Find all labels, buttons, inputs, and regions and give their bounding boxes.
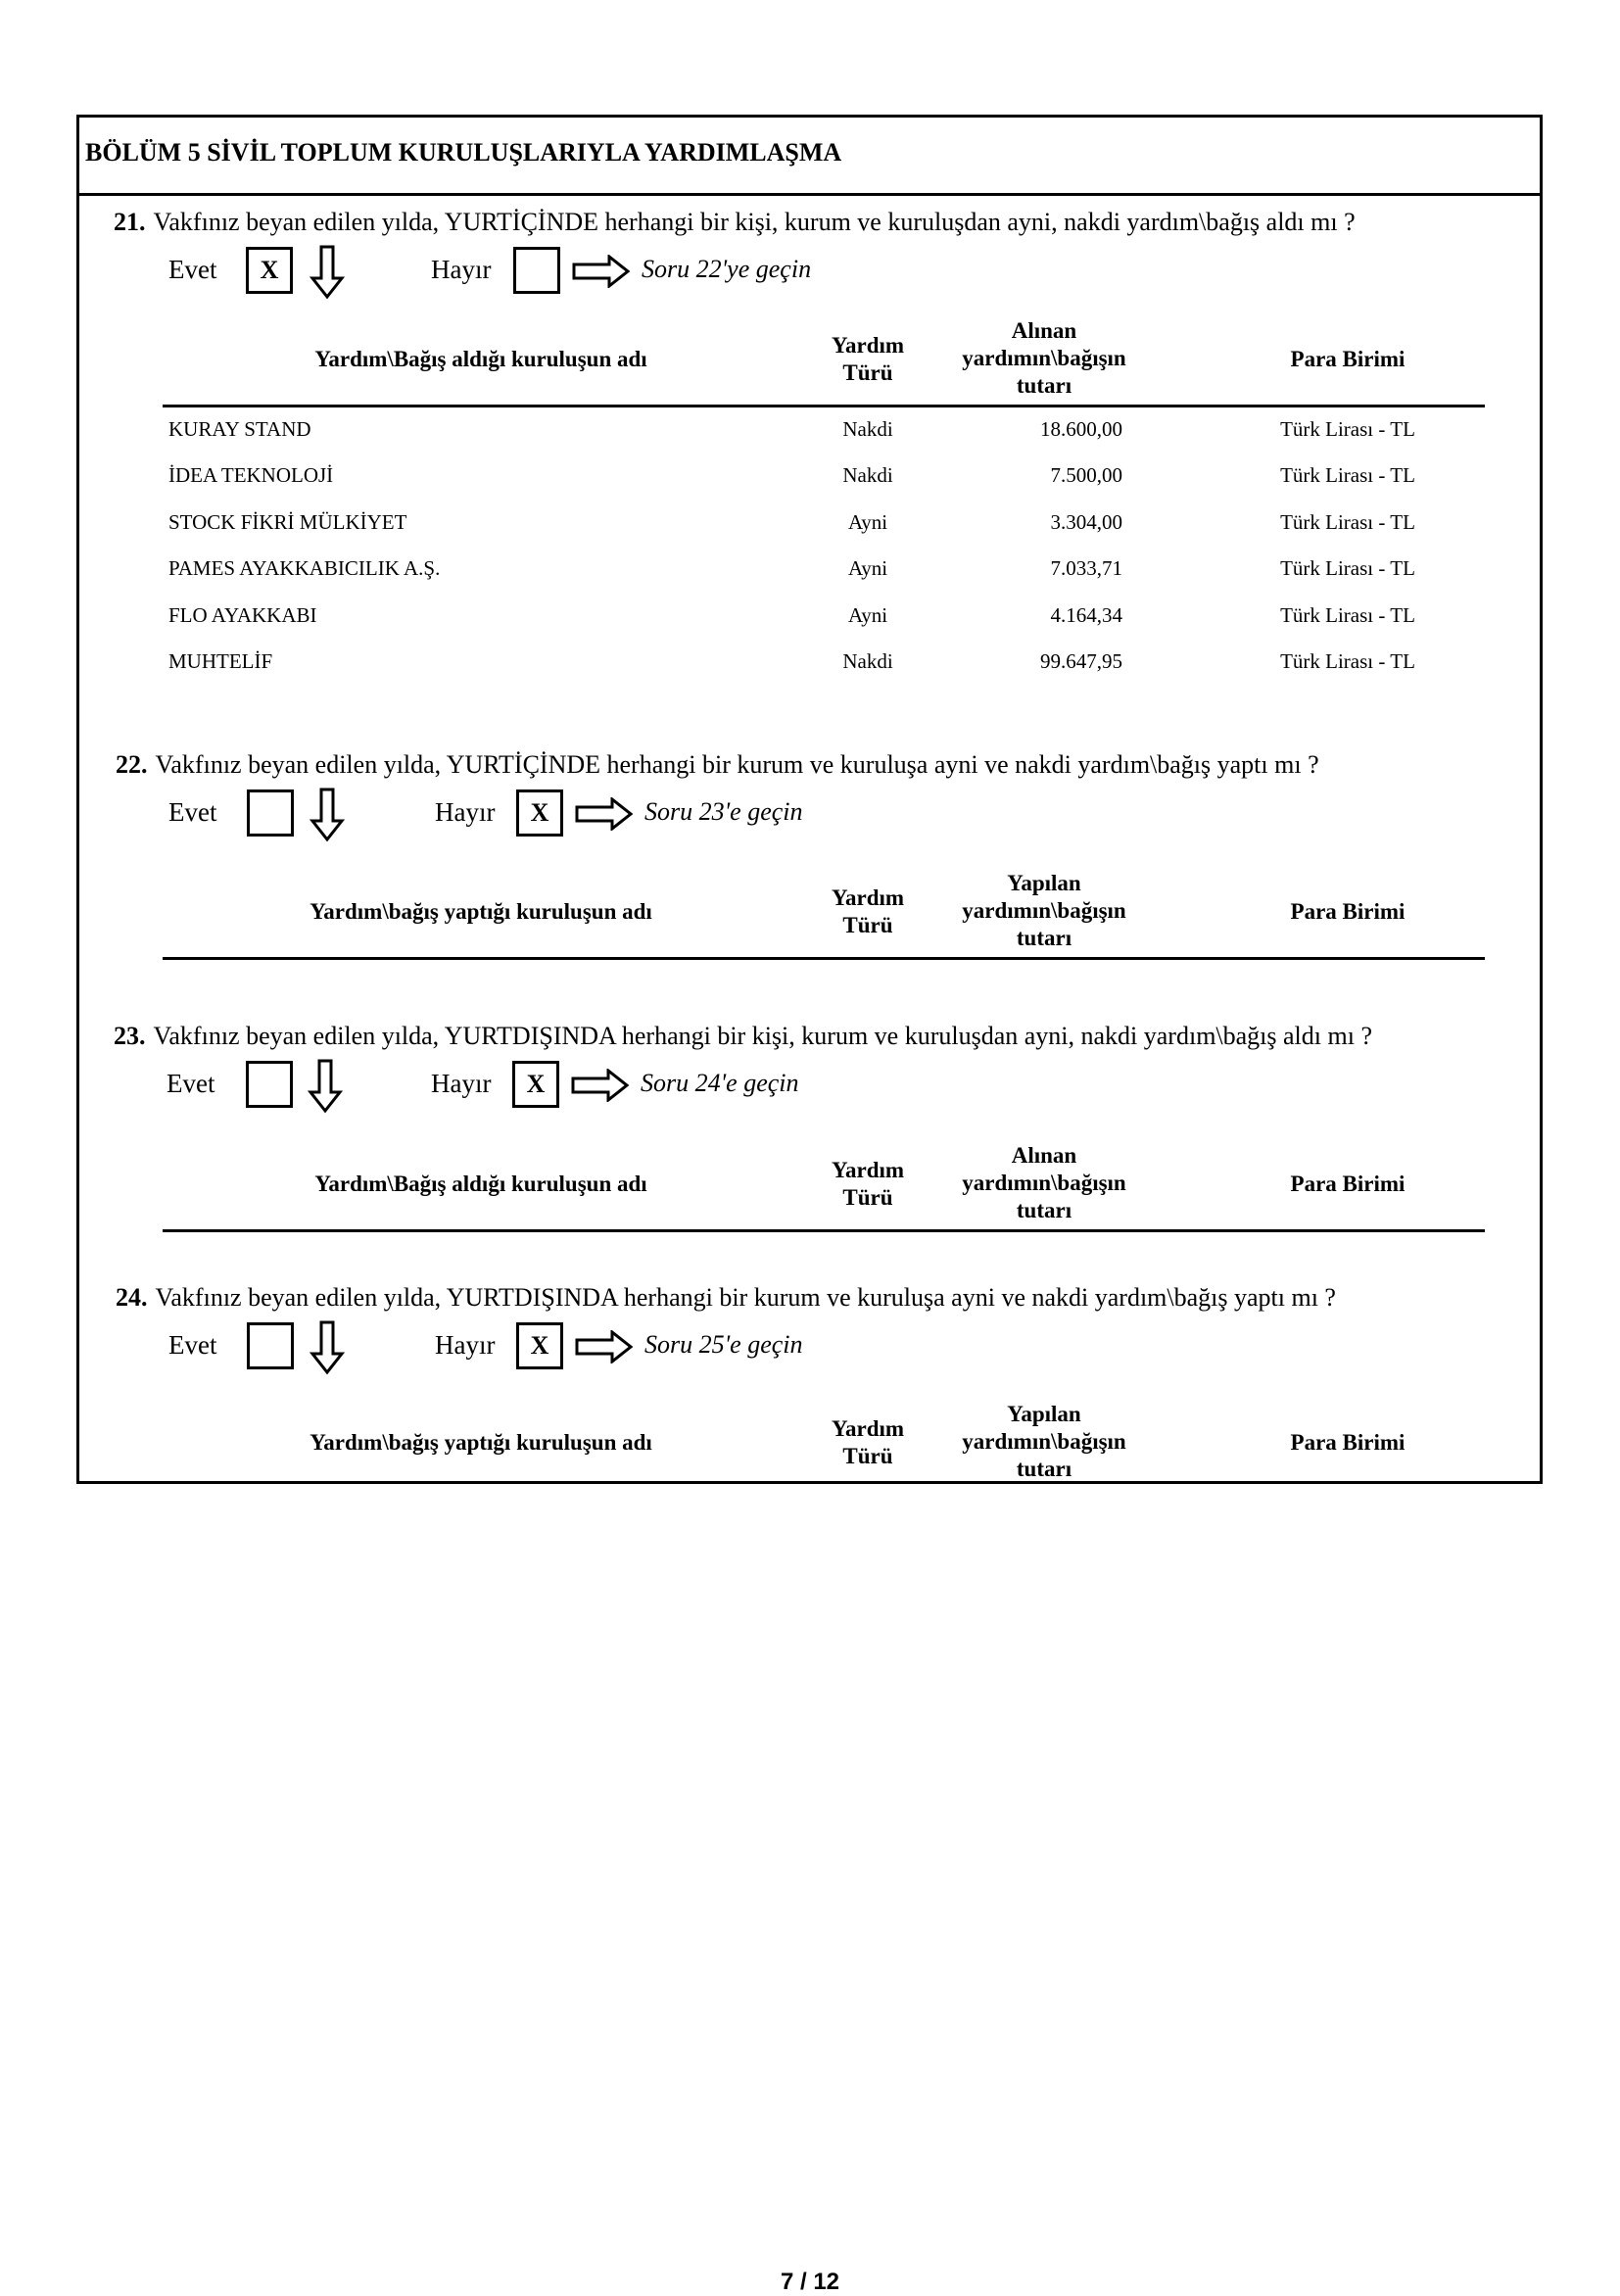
right-arrow-icon bbox=[575, 797, 634, 831]
question-text: Vakfınız beyan edilen yılda, YURTİÇİNDE herhangi bir kurum ve kuruluşa ayni ve nakdi yardım\bağış yaptı mı ? bbox=[155, 750, 1319, 779]
yes-label: Evet bbox=[167, 1069, 215, 1098]
table-header-rule bbox=[163, 405, 1485, 407]
column-header-currency: Para Birimi bbox=[1290, 347, 1406, 371]
question-number: 22. bbox=[116, 750, 148, 779]
no-checkbox[interactable]: X bbox=[516, 789, 563, 837]
column-header-amount: Yapılan yardımın\bağışın tutarı bbox=[962, 1402, 1126, 1481]
no-label: Hayır bbox=[431, 255, 492, 284]
table-header-rule bbox=[163, 957, 1485, 960]
skip-instruction: Soru 24'e geçin bbox=[641, 1069, 799, 1097]
column-header-amount: Yapılan yardımın\bağışın tutarı bbox=[962, 871, 1126, 950]
column-header-type: Yardım Türü bbox=[831, 333, 905, 385]
table-header-22 bbox=[163, 868, 1485, 956]
no-checkbox[interactable]: X bbox=[512, 1061, 559, 1108]
table-header-24 bbox=[163, 1399, 1485, 1487]
answer-row-21 bbox=[0, 247, 979, 298]
answer-row-24 bbox=[0, 1322, 979, 1373]
column-header-type: Yardım Türü bbox=[831, 1416, 905, 1468]
answer-row-22 bbox=[0, 789, 979, 840]
down-arrow-icon bbox=[310, 245, 345, 300]
column-header-currency: Para Birimi bbox=[1290, 899, 1406, 924]
column-header-type: Yardım Türü bbox=[831, 885, 905, 937]
question-24 bbox=[116, 1283, 1336, 1313]
question-number: 23. bbox=[114, 1022, 146, 1050]
page-number: 7 / 12 bbox=[780, 2269, 840, 2295]
right-arrow-icon bbox=[571, 1069, 630, 1102]
column-header-name: Yardım\Bağış aldığı kuruluşun adı bbox=[314, 1172, 647, 1196]
right-arrow-icon bbox=[575, 1330, 634, 1363]
no-checkbox[interactable]: X bbox=[516, 1322, 563, 1369]
yes-label: Evet bbox=[168, 255, 217, 284]
question-text: Vakfınız beyan edilen yılda, YURTDIŞINDA herhangi bir kişi, kurum ve kuruluşdan ayni, nakdi yardım\bağış aldı mı ? bbox=[153, 1022, 1372, 1050]
column-header-amount: Alınan yardımın\bağışın tutarı bbox=[962, 1143, 1126, 1222]
table-row: FLO AYAKKABI Ayni 4.164,34 Türk Lirası - TL bbox=[168, 603, 1415, 627]
yes-checkbox[interactable]: X bbox=[246, 247, 293, 294]
down-arrow-icon bbox=[310, 788, 345, 842]
table-row: STOCK FİKRİ MÜLKİYET Ayni 3.304,00 Türk Lirası - TL bbox=[168, 510, 1415, 534]
table-row: İDEA TEKNOLOJİ Nakdi 7.500,00 Türk Lirası - TL bbox=[168, 463, 1415, 487]
section-title: BÖLÜM 5 SİVİL TOPLUM KURULUŞLARIYLA YARDIMLAŞMA bbox=[79, 118, 1540, 196]
table-row: PAMES AYAKKABICILIK A.Ş. Ayni 7.033,71 Türk Lirası - TL bbox=[168, 556, 1415, 580]
question-number: 24. bbox=[116, 1283, 148, 1312]
table-header-21 bbox=[163, 315, 1485, 404]
column-header-type: Yardım Türü bbox=[831, 1158, 905, 1210]
column-header-name: Yardım\bağış yaptığı kuruluşun adı bbox=[310, 899, 652, 924]
yes-checkbox[interactable] bbox=[247, 1322, 294, 1369]
down-arrow-icon bbox=[310, 1320, 345, 1375]
question-text: Vakfınız beyan edilen yılda, YURTDIŞINDA herhangi bir kurum ve kuruluşa ayni ve nakdi yardım\bağış yaptı mı ? bbox=[155, 1283, 1336, 1312]
no-label: Hayır bbox=[435, 1330, 496, 1360]
column-header-currency: Para Birimi bbox=[1290, 1430, 1406, 1455]
yes-label: Evet bbox=[168, 1330, 217, 1360]
yes-checkbox[interactable] bbox=[246, 1061, 293, 1108]
skip-instruction: Soru 22'ye geçin bbox=[642, 255, 812, 283]
table-row: KURAY STAND Nakdi 18.600,00 Türk Lirası - TL bbox=[168, 417, 1415, 441]
column-header-name: Yardım\bağış yaptığı kuruluşun adı bbox=[310, 1430, 652, 1455]
column-header-currency: Para Birimi bbox=[1290, 1172, 1406, 1196]
column-header-name: Yardım\Bağış aldığı kuruluşun adı bbox=[314, 347, 647, 371]
table-header-rule bbox=[163, 1229, 1485, 1232]
column-header-amount: Alınan yardımın\bağışın tutarı bbox=[962, 318, 1126, 398]
table-row: MUHTELİF Nakdi 99.647,95 Türk Lirası - TL bbox=[168, 649, 1415, 673]
question-21 bbox=[114, 208, 1356, 237]
no-label: Hayır bbox=[431, 1069, 492, 1098]
question-22 bbox=[116, 750, 1319, 780]
right-arrow-icon bbox=[572, 255, 631, 288]
no-checkbox[interactable] bbox=[513, 247, 560, 294]
yes-checkbox[interactable] bbox=[247, 789, 294, 837]
table-header-23 bbox=[163, 1140, 1485, 1228]
question-text: Vakfınız beyan edilen yılda, YURTİÇİNDE herhangi bir kişi, kurum ve kuruluşdan ayni, nakdi yardım\bağış aldı mı ? bbox=[153, 208, 1356, 236]
skip-instruction: Soru 23'e geçin bbox=[644, 797, 803, 826]
down-arrow-icon bbox=[308, 1059, 343, 1114]
skip-instruction: Soru 25'e geçin bbox=[644, 1330, 803, 1359]
question-number: 21. bbox=[114, 208, 146, 236]
question-23 bbox=[114, 1022, 1372, 1051]
answer-row-23 bbox=[0, 1061, 979, 1112]
no-label: Hayır bbox=[435, 797, 496, 827]
yes-label: Evet bbox=[168, 797, 217, 827]
